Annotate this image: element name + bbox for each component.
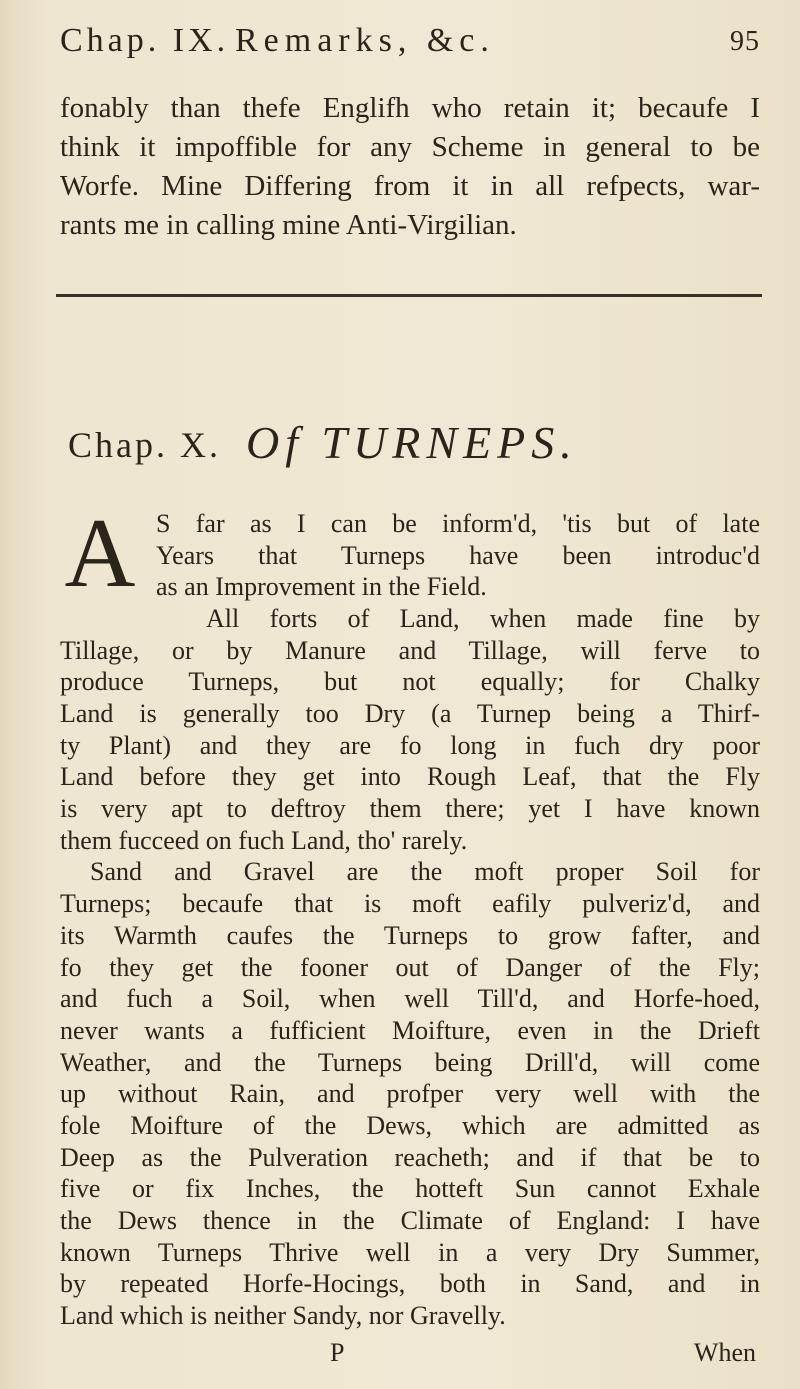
text-line: S far as I can be inform'd, 'tis but of late [156,509,760,538]
text-line: Land is generally too Dry (a Turnep being a Thirf- [60,699,760,729]
running-head-title: Remarks, &c. [235,22,495,59]
running-head [60,22,760,66]
text-line: Tillage, or by Manure and Tillage, will ferve to [60,635,760,665]
text-line: produce Turneps, but not equally; for Chalky [60,667,760,697]
text-line: and fuch a Soil, when well Till'd, and Horfe-hoed, [60,984,760,1014]
text-line: Land before they get into Rough Leaf, that the Fly [60,762,760,792]
text-line: is very apt to deftroy them there; yet I have known [60,794,760,824]
text-line: them fucceed on fuch Land, tho' rarely. [60,825,468,855]
signature-mark: P [330,1338,345,1367]
drop-cap: A [64,499,136,608]
text-line: the Dews thence in the Climate of England: I have [60,1205,760,1235]
text-line: Turneps; becaufe that is moft eafily pulveriz'd, and [60,889,760,919]
text-line: fo they get the fooner out of Danger of the Fly; [60,952,760,982]
text-line: think it impoffible for any Scheme in general to be [60,131,760,163]
chapter-label: Chap. X. [68,425,221,465]
text-line: Land which is neither Sandy, nor Gravelly. [60,1301,506,1330]
text-line: Deep as the Pulveration reacheth; and if that be to [60,1142,760,1172]
chapter-title: Of TURNEPS. [246,417,578,468]
text-line: as an Improvement in the Field. [156,572,487,602]
text-line: Weather, and the Turneps being Drill'd, will come [60,1047,760,1077]
section-rule [56,294,762,297]
text-line: All forts of Land, when made fine by [206,604,760,634]
text-line: its Warmth caufes the Turneps to grow fafter, and [60,920,760,950]
text-line: known Turneps Thrive well in a very Dry Summer, [60,1237,760,1267]
running-head-chapter: Chap. IX. [60,22,230,59]
text-line: five or fix Inches, the hotteft Sun cannot Exhale [60,1174,760,1204]
text-line: rants me in calling mine Anti-Virgilian. [60,209,517,241]
text-line: fole Moifture of the Dews, which are admitted as [60,1110,760,1140]
text-line: fonably than thefe Englifh who retain it; becaufe I [60,92,760,124]
text-line: never wants a fufficient Moifture, even in the Drieft [60,1015,760,1045]
text-line: ty Plant) and they are fo long in fuch dry poor [60,730,760,760]
chapter-heading [68,412,768,472]
text-line: Sand and Gravel are the moft proper Soil for [90,857,760,887]
text-line: Years that Turneps have been introduc'd [156,540,760,570]
text-line: Worfe. Mine Differing from it in all refpects, war- [60,170,760,202]
text-line: up without Rain, and profper very well with the [60,1079,760,1109]
catchword: When [693,1338,756,1367]
text-line: by repeated Horfe-Hocings, both in Sand, and in [60,1269,760,1299]
page-number: 95 [730,26,760,57]
